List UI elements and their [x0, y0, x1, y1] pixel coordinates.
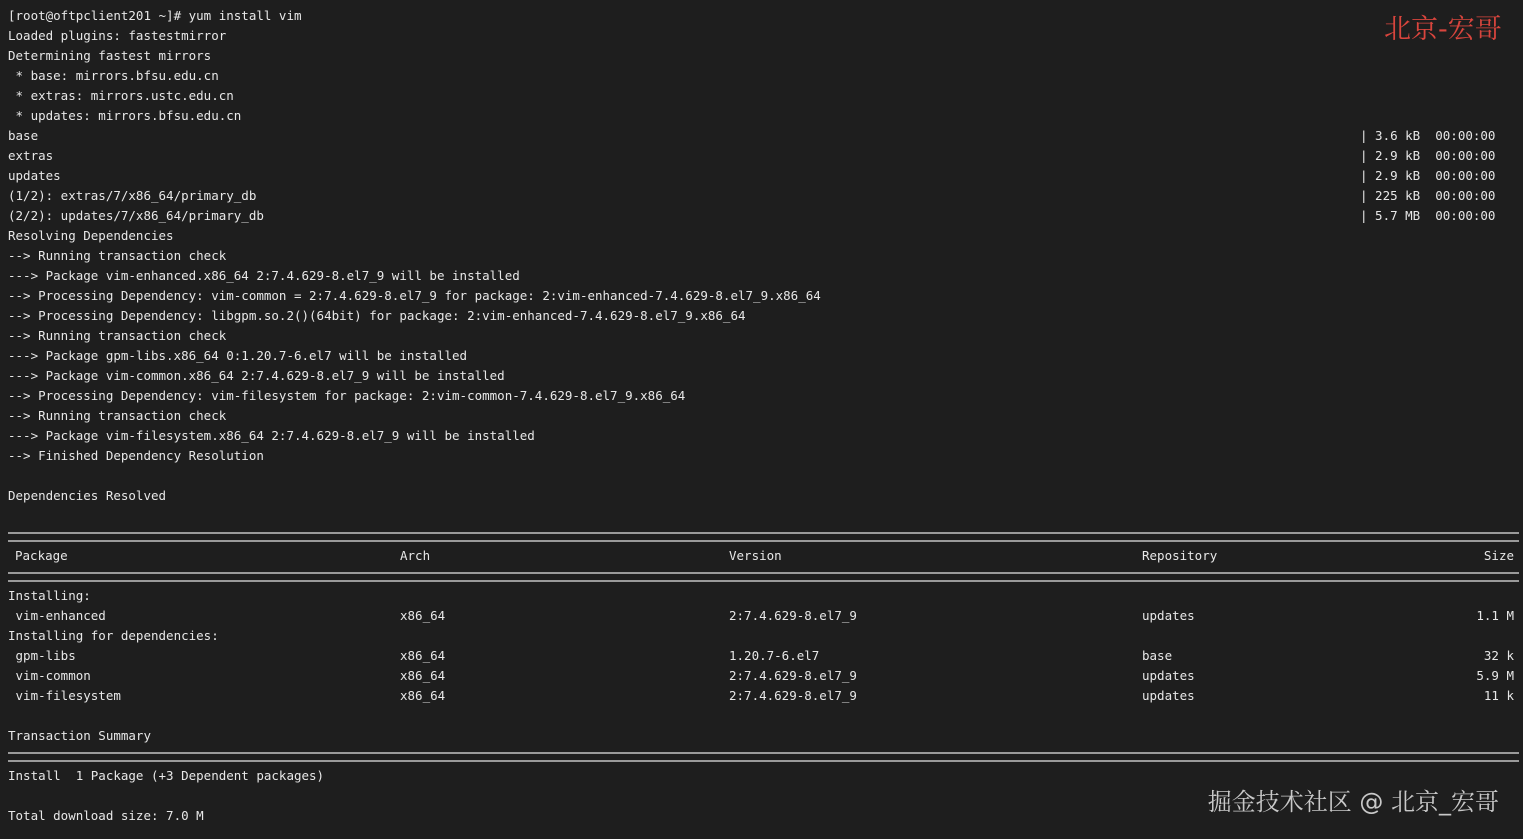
- row-repository: updates: [1142, 608, 1195, 623]
- terminal-line: Loaded plugins: fastestmirror: [8, 28, 227, 43]
- row-package: vim-common: [8, 668, 91, 683]
- row-version: 2:7.4.629-8.el7_9: [729, 668, 857, 683]
- table-separator-header: [8, 572, 1519, 582]
- terminal-line: Resolving Dependencies: [8, 228, 174, 243]
- row-version: 1.20.7-6.el7: [729, 648, 820, 663]
- row-version: 2:7.4.629-8.el7_9: [729, 688, 857, 703]
- row-arch: x86_64: [400, 668, 446, 683]
- row-package: vim-filesystem: [8, 688, 121, 703]
- installing-label: Installing:: [8, 588, 91, 603]
- download-progress-line: | 225 kB 00:00:00: [1360, 188, 1496, 203]
- terminal-line: (1/2): extras/7/x86_64/primary_db: [8, 188, 257, 203]
- terminal-line: * updates: mirrors.bfsu.edu.cn: [8, 108, 242, 123]
- header-arch: Arch: [400, 548, 431, 563]
- install-summary: Install 1 Package (+3 Dependent packages): [8, 768, 325, 783]
- terminal-line: (2/2): updates/7/x86_64/primary_db: [8, 208, 264, 223]
- header-version: Version: [729, 548, 782, 563]
- row-repository: base: [1142, 648, 1173, 663]
- terminal-line: * base: mirrors.bfsu.edu.cn: [8, 68, 219, 83]
- row-arch: x86_64: [400, 608, 446, 623]
- download-progress-line: | 5.7 MB 00:00:00: [1360, 208, 1496, 223]
- deps-label: Installing for dependencies:: [8, 628, 219, 643]
- terminal-line: --> Running transaction check: [8, 248, 227, 263]
- table-separator-top: [8, 532, 1519, 542]
- terminal-line: Dependencies Resolved: [8, 488, 167, 503]
- terminal-line: ---> Package gpm-libs.x86_64 0:1.20.7-6.el7 will be installed: [8, 348, 468, 363]
- summary-separator: [8, 752, 1519, 762]
- row-size: 5.9 M: [1476, 668, 1514, 683]
- download-progress-line: | 2.9 kB 00:00:00: [1360, 168, 1496, 183]
- terminal-line: Determining fastest mirrors: [8, 48, 212, 63]
- download-progress-line: | 2.9 kB 00:00:00: [1360, 148, 1496, 163]
- row-repository: updates: [1142, 668, 1195, 683]
- row-package: gpm-libs: [8, 648, 76, 663]
- row-size: 32 k: [1483, 648, 1514, 663]
- terminal-line: [root@oftpclient201 ~]# yum install vim: [8, 8, 302, 23]
- terminal-line: --> Processing Dependency: libgpm.so.2()(64bit) for package: 2:vim-enhanced-7.4.629-8.el7_9.x86_64: [8, 308, 746, 323]
- terminal-line: ---> Package vim-filesystem.x86_64 2:7.4.629-8.el7_9 will be installed: [8, 428, 535, 443]
- terminal-line: --> Finished Dependency Resolution: [8, 448, 264, 463]
- terminal-line: * extras: mirrors.ustc.edu.cn: [8, 88, 234, 103]
- terminal-line: updates: [8, 168, 61, 183]
- header-repository: Repository: [1142, 548, 1218, 563]
- terminal-line: extras: [8, 148, 54, 163]
- total-download-size: Total download size: 7.0 M: [8, 808, 204, 823]
- terminal-line: base: [8, 128, 39, 143]
- row-arch: x86_64: [400, 688, 446, 703]
- terminal-line: --> Running transaction check: [8, 408, 227, 423]
- header-size: Size: [1483, 548, 1514, 563]
- row-package: vim-enhanced: [8, 608, 106, 623]
- row-version: 2:7.4.629-8.el7_9: [729, 608, 857, 623]
- row-arch: x86_64: [400, 648, 446, 663]
- terminal-line: --> Running transaction check: [8, 328, 227, 343]
- terminal-line: --> Processing Dependency: vim-common = 2:7.4.629-8.el7_9 for package: 2:vim-enhanced-7.4.629-8.el7_9.x86_64: [8, 288, 821, 303]
- watermark-top: 北京-宏哥: [1384, 14, 1502, 45]
- terminal-line: ---> Package vim-common.x86_64 2:7.4.629-8.el7_9 will be installed: [8, 368, 505, 383]
- row-size: 11 k: [1483, 688, 1514, 703]
- row-repository: updates: [1142, 688, 1195, 703]
- download-progress-line: | 3.6 kB 00:00:00: [1360, 128, 1496, 143]
- row-size: 1.1 M: [1476, 608, 1514, 623]
- transaction-summary: Transaction Summary: [8, 728, 151, 743]
- header-package: Package: [15, 548, 68, 563]
- terminal-line: ---> Package vim-enhanced.x86_64 2:7.4.629-8.el7_9 will be installed: [8, 268, 520, 283]
- terminal-line: --> Processing Dependency: vim-filesystem for package: 2:vim-common-7.4.629-8.el7_9.x86_64: [8, 388, 686, 403]
- watermark-bottom: 掘金技术社区 @ 北京_宏哥: [1207, 788, 1499, 816]
